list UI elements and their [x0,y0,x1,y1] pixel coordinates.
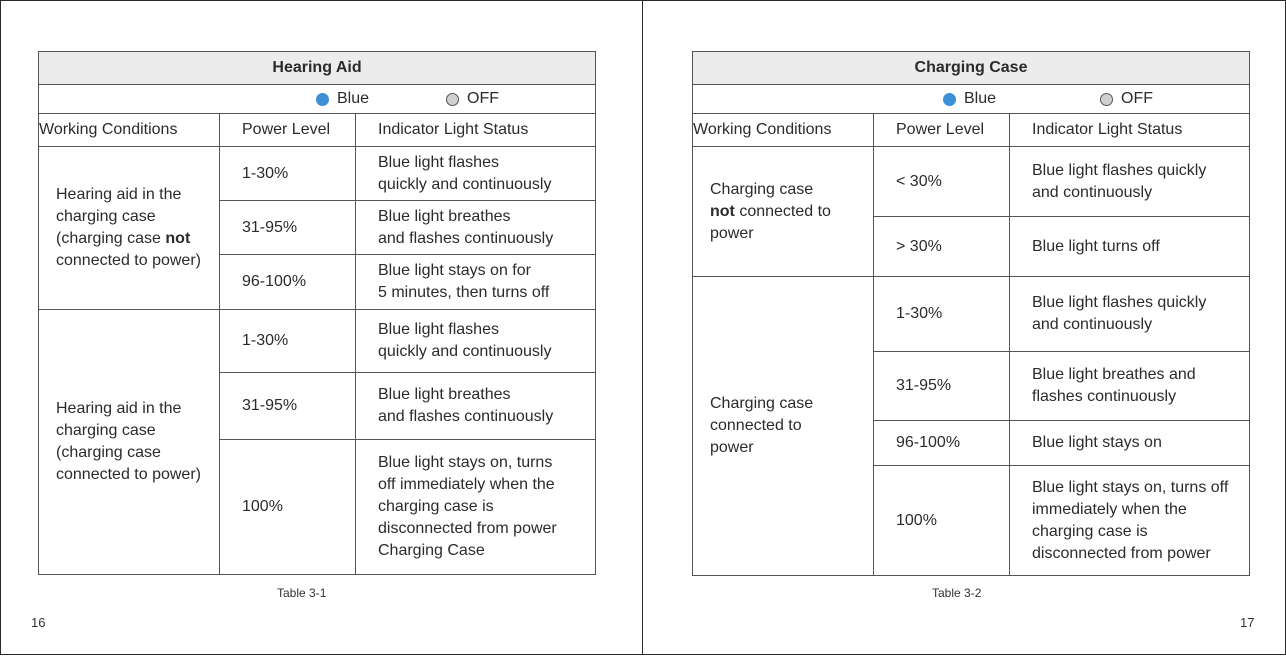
level-cell: 1-30% [874,277,1010,352]
left-page [0,0,643,655]
level-cell: > 30% [874,217,1010,277]
legend-blue: Blue [316,90,369,108]
legend-blue: Blue [943,90,996,108]
level-cell: 1-30% [220,310,356,373]
charging-case-table [692,51,1250,576]
header-conditions: Working Conditions [693,114,874,147]
level-cell: 96-100% [220,255,356,310]
table-title: Hearing Aid [39,52,596,85]
condition-not-connected: Hearing aid in the charging case (charging case not connected to power) [39,147,220,310]
status-cell: Blue light stays on, turns off immediately when the charging case is disconnected from power Charging Case [356,440,596,575]
header-level: Power Level [874,114,1010,147]
page-number: 17 [1240,615,1255,630]
right-page [642,0,1286,655]
status-cell: Blue light breathes and flashes continuously [1010,352,1250,421]
status-cell: Blue light breathes and flashes continuously [356,373,596,440]
status-cell: Blue light flashes quickly and continuously [1010,147,1250,217]
blue-dot-icon [316,93,329,106]
status-cell: Blue light breathes and flashes continuously [356,201,596,255]
off-dot-icon [1100,93,1113,106]
level-cell: 96-100% [874,421,1010,466]
status-cell: Blue light stays on for 5 minutes, then turns off [356,255,596,310]
hearing-aid-table [38,51,596,575]
table-caption: Table 3-2 [932,586,982,600]
blue-dot-icon [943,93,956,106]
header-status: Indicator Light Status [356,114,596,147]
level-cell: 100% [874,466,1010,576]
status-cell: Blue light flashes quickly and continuously [1010,277,1250,352]
status-cell: Blue light flashes quickly and continuously [356,310,596,373]
header-status: Indicator Light Status [1010,114,1250,147]
status-cell: Blue light flashes quickly and continuously [356,147,596,201]
off-dot-icon [446,93,459,106]
header-level: Power Level [220,114,356,147]
level-cell: 1-30% [220,147,356,201]
level-cell: < 30% [874,147,1010,217]
status-cell: Blue light stays on, turns off immediately when the charging case is disconnected from power [1010,466,1250,576]
legend-row [39,85,596,114]
level-cell: 31-95% [874,352,1010,421]
condition-connected: Hearing aid in the charging case (charging case connected to power) [39,310,220,575]
legend-off: OFF [446,90,499,108]
legend-off: OFF [1100,90,1153,108]
legend-row [693,85,1250,114]
condition-connected: Charging case connected to power [693,277,874,576]
level-cell: 31-95% [220,201,356,255]
table-title: Charging Case [693,52,1250,85]
level-cell: 100% [220,440,356,575]
status-cell: Blue light turns off [1010,217,1250,277]
header-conditions: Working Conditions [39,114,220,147]
level-cell: 31-95% [220,373,356,440]
page-number: 16 [31,615,46,630]
condition-not-connected: Charging case not connected to power [693,147,874,277]
status-cell: Blue light stays on [1010,421,1250,466]
table-caption: Table 3-1 [277,586,327,600]
